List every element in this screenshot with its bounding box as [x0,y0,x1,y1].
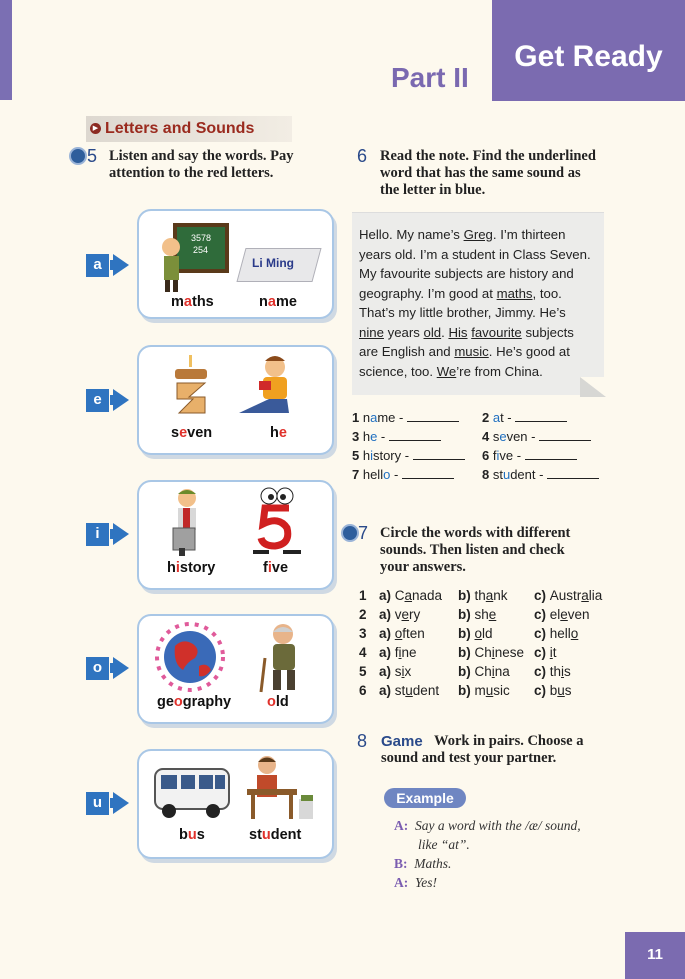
row-number: 5 [359,664,367,679]
note-line: years old. I’m a student in Class Seven. [359,246,591,262]
answer-item: 3 he - [352,429,441,444]
answer-blank[interactable] [515,411,567,422]
note-line: science, too. We’re from China. [359,363,543,379]
word-choice[interactable]: b) she [458,607,497,622]
row-number: 3 [359,626,367,641]
word-seven: seven [171,425,213,441]
underlined-word: Greg [463,227,493,242]
note-line: That’s my little brother, Jimmy. He’s [359,305,566,320]
word-history: history [167,560,216,576]
answer-blank[interactable] [539,430,591,441]
number-five-character-icon [247,486,307,556]
row-number: 1 [359,588,367,603]
banner-title: Get Ready [514,40,663,73]
game-label: Game [381,733,423,750]
word-choice[interactable]: a) six [379,664,412,679]
ex6-instruction: Read the note. Find the underlined word that has the same sound as the letter in blue. [380,148,596,198]
ex7-instruction: Circle the words with different sounds. Then listen and check your answers. [380,525,571,575]
row-number: 2 [359,607,367,622]
section-title: Letters and Sounds [105,120,255,137]
note-line: Hello. My name’s Greg. I’m thirteen [359,227,566,242]
answer-item: 5 history - [352,448,465,463]
example-badge: Example [384,788,466,808]
word-card-a [137,209,334,319]
letter-tab-a: a [86,254,109,277]
page-number: 11 [647,946,663,963]
word-choice[interactable]: c) hello [534,626,579,641]
student-at-desk-icon [243,753,319,823]
arrow-right-icon [113,657,129,679]
underlined-word: nine [359,324,384,340]
cd-icon [341,524,359,542]
ex7-word-table [359,588,659,708]
dialogue-line: A: Yes! [394,875,438,890]
answer-item: 6 five - [482,448,577,463]
row-number: 4 [359,645,367,660]
word-choice[interactable]: a) often [379,626,425,641]
old-man-with-cane-icon [251,620,311,694]
note-line: nine years old. His favourite subjects [359,324,574,340]
arrow-right-icon [113,254,129,276]
letter-tab-i: i [86,523,109,546]
row-number: 6 [359,683,367,698]
underlined-word: old [423,324,442,340]
answer-blank[interactable] [402,468,454,479]
note-text [359,225,596,381]
edge-bar [0,0,12,100]
answer-item: 8 student - [482,467,599,482]
boy-with-bin-icon [159,486,215,558]
part-heading: Part II [391,62,469,93]
word-name: name [259,294,297,310]
section-tag [86,116,292,142]
word-choice[interactable]: c) eleven [534,607,590,622]
answer-item: 2 at - [482,410,567,425]
word-five: five [263,560,289,576]
answer-blank[interactable] [525,449,577,460]
bus-icon [151,761,233,823]
word-choice[interactable]: c) this [534,664,571,679]
ex6-number: 6 [357,146,368,166]
word-card-o [137,614,334,724]
word-choice[interactable]: b) thank [458,588,508,603]
boy-reading-icon [229,353,319,425]
svg-text:254: 254 [193,245,209,255]
word-bus: bus [179,827,205,843]
underlined-word: His [448,324,468,340]
ex6-answer-list [352,410,642,490]
word-choice[interactable]: a) student [379,683,440,698]
answer-item: 1 name - [352,410,459,425]
answer-blank[interactable] [547,468,599,479]
word-card-e [137,345,334,455]
get-ready-banner [492,0,685,101]
answer-blank[interactable] [407,411,459,422]
letter-tab-o: o [86,657,109,680]
word-choice[interactable]: b) Chinese [458,645,525,660]
ex8-instruction-l2: sound and test your partner. [381,750,557,766]
word-choice[interactable]: c) it [534,645,557,660]
cd-icon [69,147,87,165]
word-choice[interactable]: c) bus [534,683,572,698]
word-choice[interactable]: a) very [379,607,421,622]
ex5-number: 5 [87,146,98,166]
letter-tab-e: e [86,389,109,412]
word-card-i [137,480,334,590]
word-choice[interactable]: b) China [458,664,510,679]
dialogue-line: B: Maths. [394,856,452,871]
ex8-instruction-l1: Work in pairs. Choose a [434,733,584,749]
arrow-right-icon [113,389,129,411]
answer-item: 7 hello - [352,467,454,482]
birthday-cake-seven-icon [167,353,215,419]
note-line: My favourite subjects are history and [359,266,574,281]
underlined-word: favourite [471,324,522,340]
page-curl [580,377,606,397]
dialogue-line: like “at”. [418,837,470,852]
note-card [352,212,604,395]
arrow-right-icon [113,523,129,545]
answer-blank[interactable] [389,430,441,441]
svg-text:3578: 3578 [191,233,212,243]
note-line: geography. I’m good at maths, too. [359,285,562,301]
underlined-word: maths [496,285,533,301]
dialogue-line: A: Say a word with the /æ/ sound, [394,818,581,833]
example-dialogue [394,816,634,892]
name-sign-text: Li Ming [252,256,294,270]
underlined-word: music [454,344,489,359]
ex8-number: 8 [357,731,368,751]
teacher-chalkboard-icon [153,219,233,294]
page-number-box [625,932,685,979]
globe-icon [153,620,227,694]
word-choice[interactable]: b) music [458,683,510,698]
letter-tab-u: u [86,792,109,815]
answer-blank[interactable] [413,449,465,460]
word-old: old [267,694,289,710]
word-choice[interactable]: a) fine [379,645,417,660]
answer-item: 4 seven - [482,429,591,444]
word-choice[interactable]: a) Canada [379,588,443,603]
word-choice[interactable]: b) old [458,626,493,641]
note-line: are English and music. He’s good at [359,344,570,359]
word-choice[interactable]: c) Australia [534,588,603,603]
word-maths: maths [171,294,214,310]
underlined-word: We [436,363,457,379]
arrow-right-icon [113,792,129,814]
word-geography: geography [157,694,232,710]
ex7-number: 7 [358,523,369,543]
word-student: student [249,827,302,843]
word-card-u [137,749,334,859]
word-he: he [270,425,287,441]
ex5-instruction: Listen and say the words. Pay attention to the red letters. [109,148,294,181]
play-icon: ▶ [90,123,101,134]
